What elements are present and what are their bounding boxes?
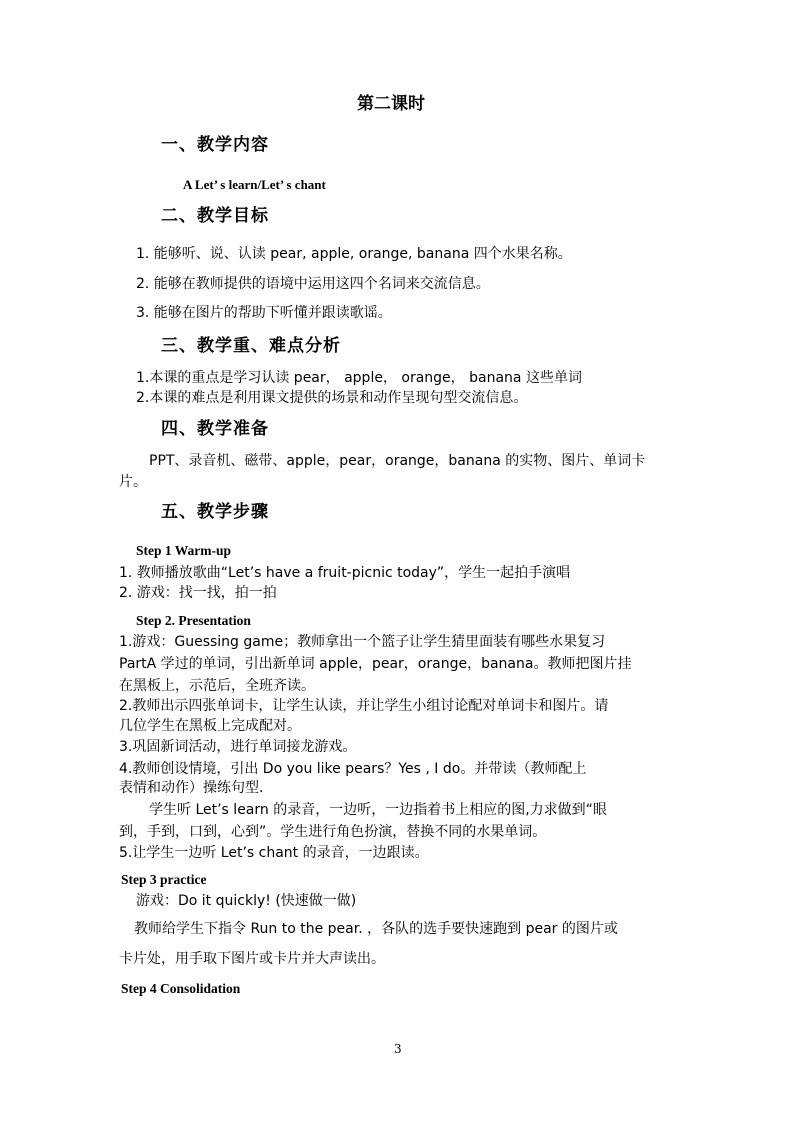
step-4-title: Step 4 Consolidation (121, 981, 241, 996)
step-line: 1.游戏：Guessing game；教师拿出一个篮子让学生猜里面装有哪些水果复习 (119, 634, 606, 650)
objective-item: 2. 能够在教师提供的语境中运用这四个名词来交流信息。 (136, 276, 490, 292)
step-2-title: Step 2. Presentation (136, 613, 251, 628)
section-1-content: A Let’ s learn/Let’ s chant (183, 177, 326, 192)
step-line: 学生听 Let’s learn 的录音，一边听，一边指着书上相应的图,力求做到“眼 (149, 802, 607, 818)
page-title: 第二课时 (357, 94, 425, 114)
step-line: 2. 游戏：找一找，拍一拍 (119, 585, 277, 601)
step-1-title: Step 1 Warm-up (136, 543, 232, 558)
section-3-heading: 三、教学重、难点分析 (161, 336, 341, 356)
preparation-line: PPT、录音机、磁带、apple，pear，orange，banana 的实物、图片、单词卡 (149, 453, 646, 469)
key-point-item: 1.本课的重点是学习认读 pear， apple， orange， banana 这些单词 (136, 370, 582, 386)
step-line: 4.教师创设情境，引出 Do you like pears？Yes , I do。并带读（教师配上 (119, 761, 587, 777)
step-line: PartA 学过的单词，引出新单词 apple，pear，orange，banana。教师把图片挂 (119, 656, 632, 672)
step-line: 几位学生在黑板上完成配对。 (119, 718, 301, 734)
step-line: 3.巩固新词活动，进行单词接龙游戏。 (119, 739, 357, 755)
section-4-heading: 四、教学准备 (161, 419, 269, 439)
step-line: 卡片处，用手取下图片或卡片并大声读出。 (119, 951, 385, 967)
section-1-heading: 一、教学内容 (161, 135, 269, 155)
step-line: 到，手到，口到，心到”。学生进行角色扮演，替换不同的水果单词。 (119, 824, 547, 840)
preparation-line: 片。 (119, 474, 147, 490)
step-line: 表情和动作）操练句型. (119, 780, 264, 796)
page-number: 3 (394, 1042, 402, 1056)
step-line: 2.教师出示四张单词卡，让学生认读，并让学生小组讨论配对单词卡和图片。请 (119, 698, 609, 714)
step-3-title: Step 3 practice (121, 872, 207, 887)
section-2-heading: 二、教学目标 (161, 206, 269, 226)
step-line: 游戏：Do it quickly! (快速做一做) (136, 893, 357, 909)
step-line: 1. 教师播放歌曲“Let’s have a fruit-picnic today”，学生一起拍手演唱 (119, 565, 571, 581)
step-line: 教师给学生下指令 Run to the pear. ，各队的选手要快速跑到 pear 的图片或 (134, 921, 618, 937)
objective-item: 1. 能够听、说、认读 pear, apple, orange, banana 四个水果名称。 (136, 246, 572, 262)
section-5-heading: 五、教学步骤 (161, 502, 269, 522)
objective-item: 3. 能够在图片的帮助下听懂并跟读歌谣。 (136, 305, 392, 321)
step-line: 5.让学生一边听 Let’s chant 的录音，一边跟读。 (119, 845, 429, 861)
step-line: 在黑板上，示范后，全班齐读。 (119, 678, 315, 694)
key-point-item: 2.本课的难点是利用课文提供的场景和动作呈现句型交流信息。 (136, 390, 528, 406)
